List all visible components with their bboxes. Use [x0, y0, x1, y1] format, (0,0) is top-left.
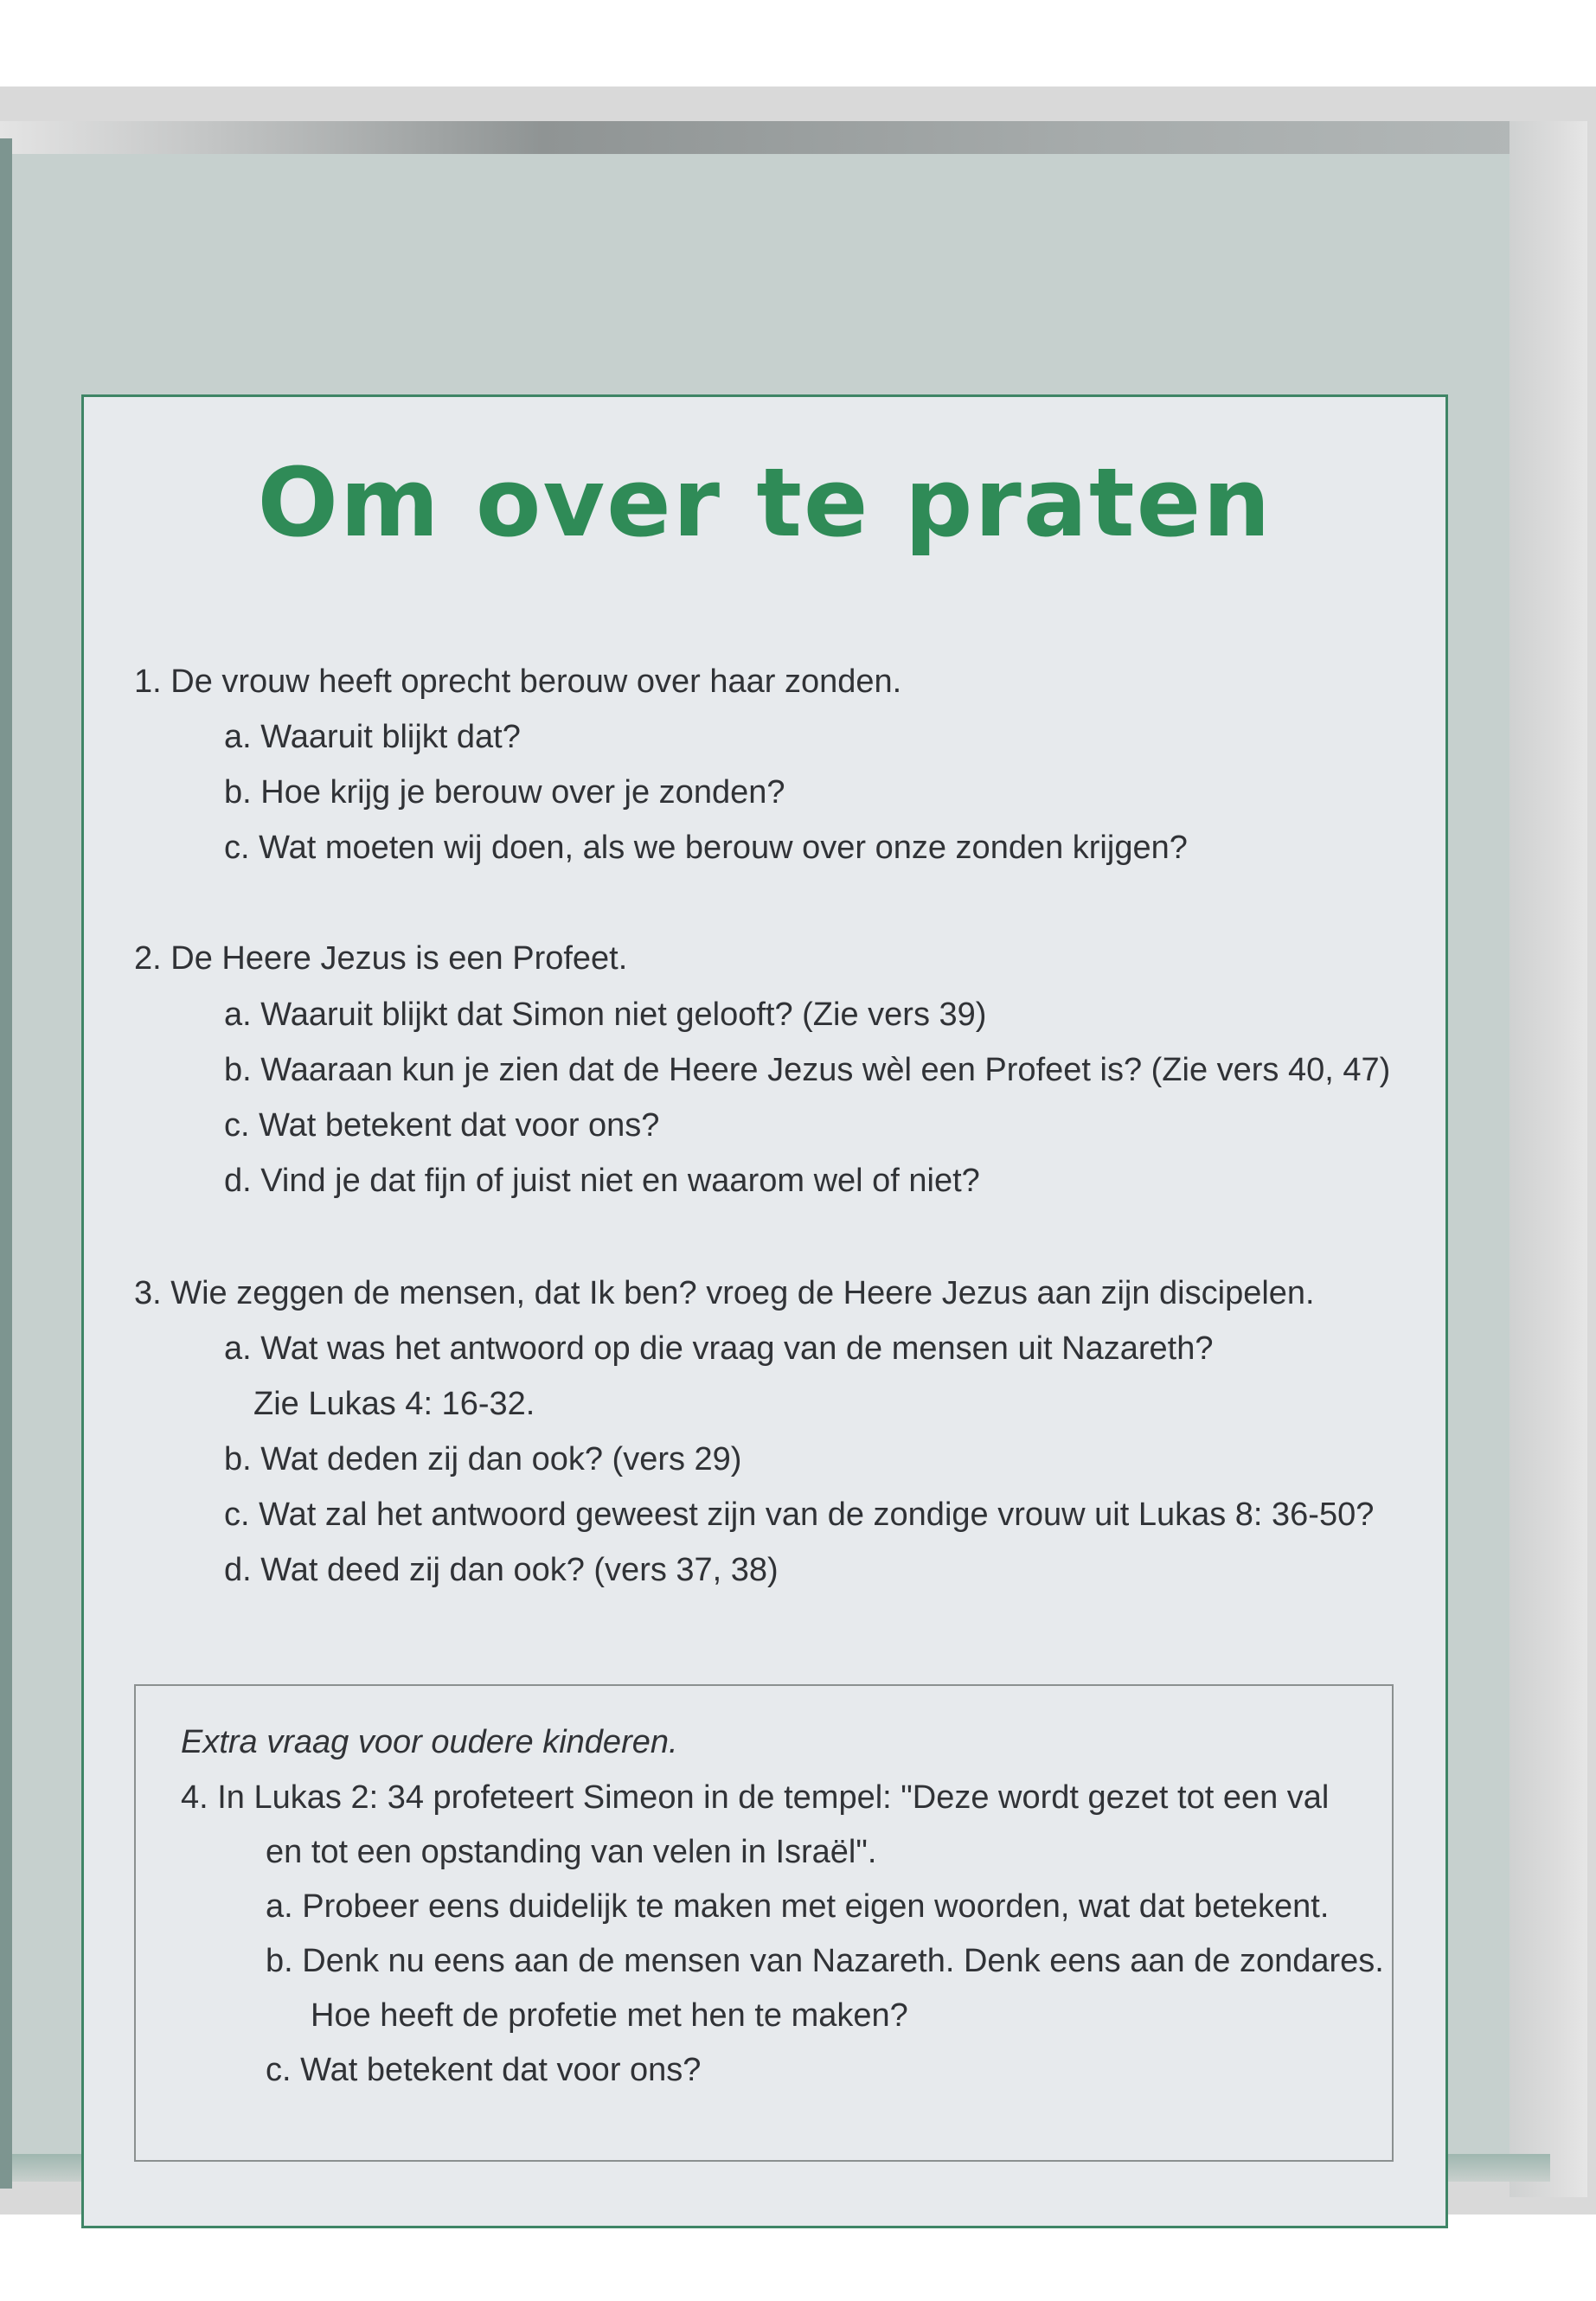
- question-2: 2. De Heere Jezus is een Profeet.: [134, 940, 628, 977]
- question-3-a: a. Wat was het antwoord op die vraag van de mensen uit Nazareth?: [224, 1330, 1214, 1367]
- page-top-edge: [0, 121, 1550, 154]
- question-3: 3. Wie zeggen de mensen, dat Ik ben? vroeg de Heere Jezus aan zijn discipelen.: [134, 1275, 1315, 1311]
- question-2-b: b. Waaraan kun je zien dat de Heere Jezus wèl een Profeet is? (Zie vers 40, 47): [224, 1052, 1391, 1088]
- question-4-continued: en tot een opstanding van velen in Israël".: [266, 1834, 877, 1870]
- question-3-c: c. Wat zal het antwoord geweest zijn van de zondige vrouw uit Lukas 8: 36-50?: [224, 1497, 1375, 1533]
- question-4-c: c. Wat betekent dat voor ons?: [266, 2052, 702, 2088]
- book-binding: [0, 138, 12, 2189]
- page-right-edge: [1509, 121, 1587, 2197]
- question-3-d: d. Wat deed zij dan ook? (vers 37, 38): [224, 1552, 779, 1588]
- question-4: 4. In Lukas 2: 34 profeteert Simeon in de tempel: "Deze wordt gezet tot een val: [181, 1779, 1330, 1816]
- question-2-d: d. Vind je dat fijn of juist niet en waarom wel of niet?: [224, 1163, 980, 1199]
- question-4-b: b. Denk nu eens aan de mensen van Nazareth. Denk eens aan de zondares.: [266, 1943, 1384, 1979]
- question-panel: [81, 394, 1448, 2228]
- question-4-a: a. Probeer eens duidelijk te maken met eigen woorden, wat dat betekent.: [266, 1888, 1330, 1925]
- extra-heading: Extra vraag voor oudere kinderen.: [181, 1724, 678, 1760]
- question-3-a-reference: Zie Lukas 4: 16-32.: [253, 1386, 535, 1422]
- question-1-c: c. Wat moeten wij doen, als we berouw over onze zonden krijgen?: [224, 830, 1188, 866]
- page-title: Om over te praten: [257, 447, 1272, 558]
- page: [12, 154, 1509, 2154]
- question-1-a: a. Waaruit blijkt dat?: [224, 719, 521, 755]
- question-1: 1. De vrouw heeft oprecht berouw over haar zonden.: [134, 663, 902, 700]
- question-1-b: b. Hoe krijg je berouw over je zonden?: [224, 774, 785, 811]
- question-2-c: c. Wat betekent dat voor ons?: [224, 1107, 660, 1144]
- question-4-b-continued: Hoe heeft de profetie met hen te maken?: [311, 1997, 908, 2034]
- question-2-a: a. Waaruit blijkt dat Simon niet gelooft? (Zie vers 39): [224, 997, 987, 1033]
- extra-question-box: [134, 1684, 1394, 2162]
- question-3-b: b. Wat deden zij dan ook? (vers 29): [224, 1441, 742, 1477]
